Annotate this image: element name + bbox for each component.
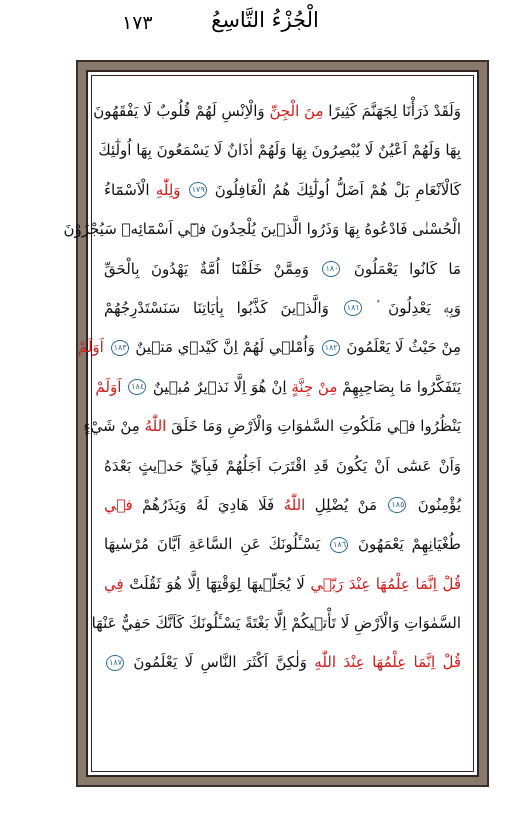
verse-text: وَالَّذٖينَ كَذَّبُوا بِاٰيَاتِنَا سَنَسْتَدْرِجُهُمْ [104,298,342,317]
verse-text: مِنْ حَيْثُ لَا يَعْلَمُونَ [341,338,461,357]
text-line [98,131,461,170]
text-line [63,210,461,249]
verse-text: مَا كَانُوا يَعْمَلُونَ [342,259,462,278]
ayah-number-marker: ١٨٥ [388,497,406,513]
frame-inner-border [63,70,479,777]
verse-text: مِنْ شَيْءٍ [83,417,145,436]
verse-text: السَّمٰوَاتِ وَالْاَرْضِ لَا تَأْتٖيكُمْ اِلَّا بَغْتَةً يَسْـَٔلُونَكَ كَاَنَّكَ حَفِيٌّ عَنْهَا [91,614,461,633]
text-line [83,407,461,446]
ayah-number-marker: ١٨٢ [322,340,340,356]
verse-text: يَنْظُرُوا فٖي مَلَكُوتِ السَّمٰوَاتِ وَالْاَرْضِ وَمَا خَلَقَ [166,417,461,436]
text-line [104,525,461,564]
highlighted-phrase: وَلِلّٰهِ [155,180,187,199]
text-line [91,604,461,643]
text-line [104,643,461,682]
highlighted-phrase: مِنْ جِنَّةٍ [291,377,338,396]
ayah-number-marker: ١٨٧ [106,655,124,671]
verse-text: يُؤْمِنُونَ [408,495,462,514]
ayah-number-marker: ١٨٦ [330,537,348,553]
highlighted-phrase: مِنَ الْجِنِّ [269,102,324,120]
ayah-number-marker: ١٨٣ [111,340,129,356]
verse-text: وَلَقَدْ ذَرَأْنَا لِجَهَنَّمَ كَثِيرًا [323,102,461,120]
verse-text: طُغْيَانِهِمْ يَعْمَهُونَ [350,535,461,554]
highlighted-phrase: فِي [104,574,124,593]
text-line [104,171,461,210]
text-line [95,368,461,407]
highlighted-phrase: اللّٰهُ [144,417,167,436]
text-line [104,289,461,328]
page-frame [63,60,489,787]
highlighted-phrase: اَوَلَمْ [95,377,127,396]
ayah-number-marker: ١٨١ [344,300,362,316]
text-line [93,92,461,131]
verse-lines [63,92,462,683]
verse-text: الْاَسْمَٓاءُ [104,180,156,199]
highlighted-phrase: قُلْ اِنَّمَا عِلْمُهَا عِنْدَ رَبّٖي [310,574,461,593]
verse-text: لَا يُجَلّٖيهَا لِوَقْتِهَٓا اِلَّا هُوَ ثَقُلَتْ [123,574,311,593]
highlighted-phrase: فٖي [104,495,133,514]
verse-text: يَتَفَكَّرُوا مَا بِصَاحِبِهِمْ [337,377,461,396]
verse-text: يَسْـَٔلُونَكَ عَنِ السَّاعَةِ اَيَّانَ مُرْسٰيهَا [104,535,329,554]
highlighted-phrase: اَوَلَمْ [77,338,109,357]
page-number: ١٧٣ [122,12,153,34]
verse-text: وَلٰكِنَّ اَكْثَرَ النَّاسِ لَا يَعْلَمُونَ [126,653,315,672]
text-line [77,328,461,367]
verse-text: وَاَنْ عَسٰٓى اَنْ يَكُونَ قَدِ اقْتَرَبَ اَجَلُهُمْ فَبِاَيِّ حَدٖيثٍ بَعْدَهُ [104,456,461,475]
ayah-number-marker: ١٧٩ [189,182,207,198]
text-line [104,447,461,486]
highlighted-phrase: اللّٰهُ [283,495,306,514]
highlighted-phrase: قُلْ اِنَّمَا عِلْمُهَا عِنْدَ اللّٰهِ [314,653,462,672]
text-line [104,486,461,525]
verse-text: اِنْ هُوَ اِلَّا نَذٖيرٌ مُبٖينٌ [148,377,292,396]
text-line [104,565,461,604]
juz-title: الْجُزْءُ التَّاسِعُ [211,8,319,32]
verse-text: فَلَا هَادِيَ لَهُ وَيَذَرُهُمْ [132,495,284,514]
verse-text: وَبِهٖ يَعْدِلُونَ ۟ [363,298,461,317]
verse-text: الْحُسْنٰى فَادْعُوهُ بِهَا وَذَرُوا الَّذٖينَ يُلْحِدُونَ فٖٓي اَسْمَٓائِهٖ سَيُجْزَوْنَ [63,220,461,239]
verse-text: وَمِمَّنْ خَلَقْنَٓا اُمَّةٌ يَهْدُونَ بِالْحَقِّ [104,259,321,278]
verse-text: وَالْاِنْسِ لَهُمْ قُلُوبٌ لَا يَفْقَهُونَ [93,102,270,120]
ayah-number-marker: ١٨٠ [322,261,340,277]
verse-text: بِهَا وَلَهُمْ اَعْيُنٌ لَا يُبْصِرُونَ بِهَا وَلَهُمْ اٰذَانٌ لَا يَسْمَعُونَ بِهَا اُولٰٓئِكَ [98,141,461,160]
page-header [0,4,518,48]
verse-text: مَنْ يُضْلِلِ [305,495,387,514]
verse-text: كَالْاَنْعَامِ بَلْ هُمْ اَضَلُّ اُولٰٓئِكَ هُمُ الْغَافِلُونَ [208,180,461,199]
text-area [63,75,474,772]
ayah-number-marker: ١٨٤ [128,379,146,395]
text-line [104,250,461,289]
verse-text: وَاُمْلٖي لَهُمْ اِنَّ كَيْدٖي مَتٖينٌ [130,338,320,357]
